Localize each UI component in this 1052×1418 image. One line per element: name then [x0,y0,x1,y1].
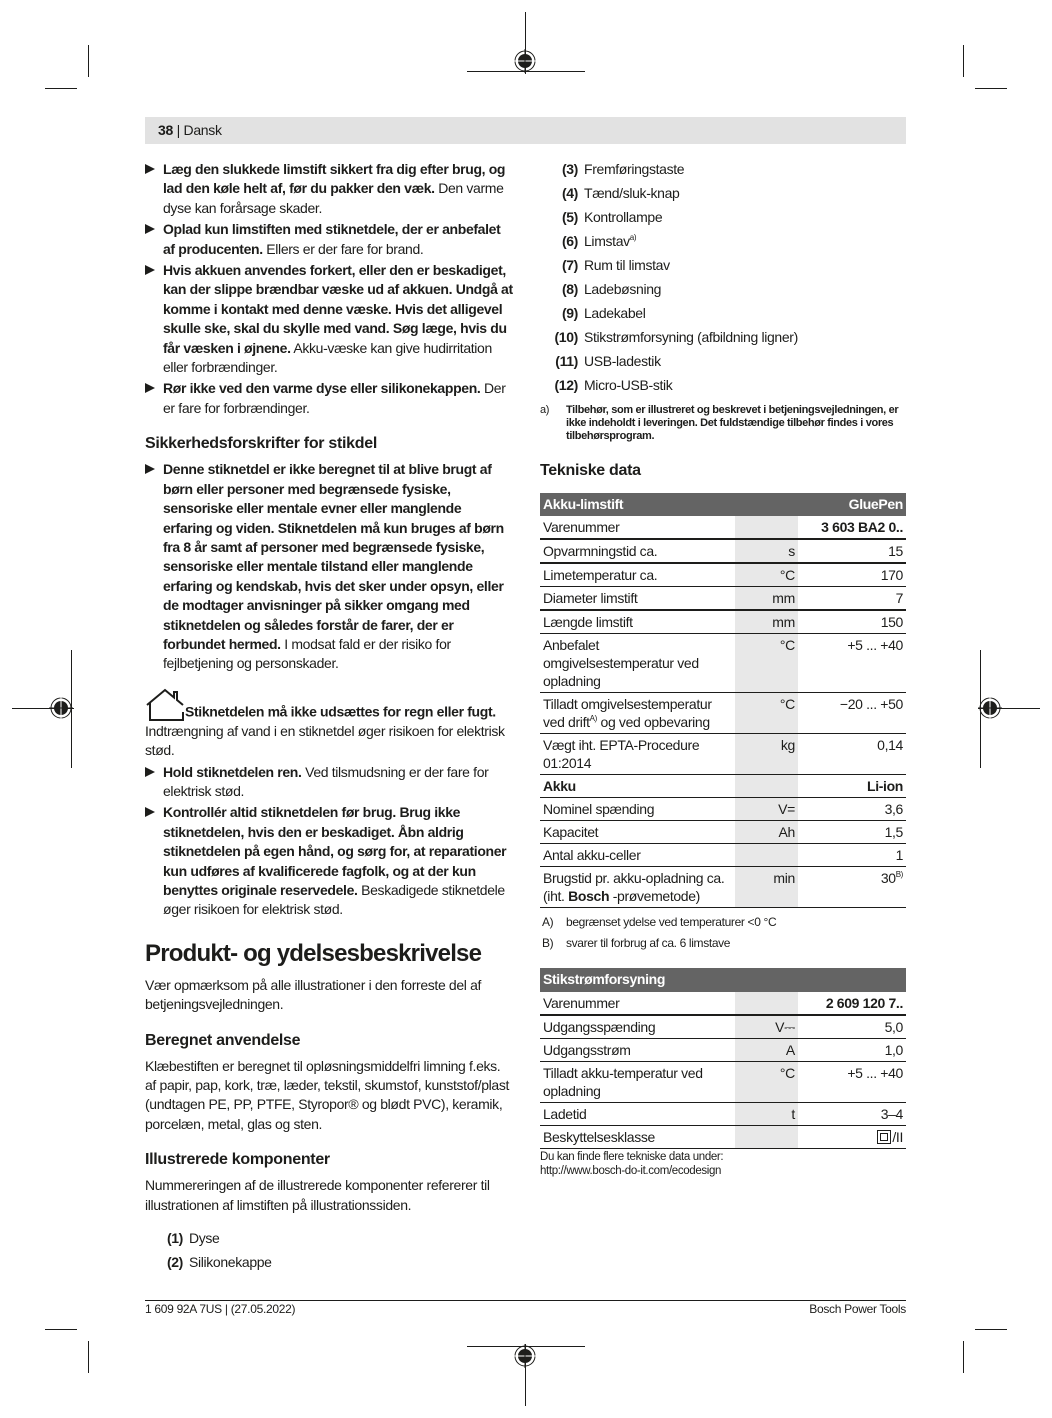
crop-mark [88,45,89,77]
table-footnote: A) begrænset ydelse ved temperaturer <0 °C [542,915,777,930]
section-heading: Tekniske data [540,462,641,479]
product-intro: Vær opmærksom på alle illustrationer i den forreste del af betjeningsvejledningen. [145,976,482,1013]
component-item: (6) Limstav$^{a)}$ [561,233,637,249]
page-header: 38 | Dansk [145,117,906,144]
indoor-use-warning: Stiknetdelen må ikke udsættes for regn eller fugt. Indtrængning af vand i en stiknetdel øger risikoen for elektrisk stød. [145,688,513,761]
table-header: Akku-limstift GluePen [540,493,906,516]
table-row: Anbefalet omgivelsestemperatur ved opladning °C +5 ... +40 [540,634,906,693]
bullet-triangle-icon [145,224,155,234]
table-row: Tilladt akku-temperatur ved opladning °C +5 ... +40 [540,1061,906,1102]
component-item: (3) Fremføringstaste [561,161,685,177]
table-row: Kapacitet Ah 1,5 [540,821,906,844]
bullet-triangle-icon [145,265,155,275]
component-item: (9) Ladekabel [561,305,646,321]
section-heading: Illustrerede komponenter [145,1151,330,1169]
chapter-heading: Produkt- og ydelsesbeskrivelse [145,939,482,967]
crop-mark [975,1329,1007,1330]
safety-bullet: Hvis akkuen anvendes forkert, eller den er beskadiget, kan der slippe brændbar væske ud af akkuen. Undgå at komme i kontakt med denne væske. Hvis det alligevel skulle ske, skal du skylle med vand. Søg læge, hvis du får væsken i øjnene. Akku-væske kan give hudirritation eller forbrændinger. [145,261,513,377]
table-row: Opvarmningstid ca. s 15 [540,539,906,563]
component-item: (2) Silikonekappe [166,1254,272,1271]
crop-mark [975,88,1007,89]
table-row: Ladetid t 3–4 [540,1102,906,1125]
footer-brand: Bosch Power Tools [809,1302,906,1316]
registration-mark-icon [512,1343,538,1369]
table-row: Udgangsspænding V⎓ 5,0 [540,1015,906,1039]
component-item: (8) Ladebøsning [561,281,662,297]
crop-mark [963,45,964,77]
table-row: Antal akku-celler 1 [540,844,906,867]
table-row: Diameter limstift mm 7 [540,587,906,611]
more-info-text: Du kan finde flere tekniske data under: http://www.bosch-do-it.com/ecodesign [540,1150,906,1178]
table-subheader: Akku Li-ion [540,775,906,798]
section-heading: Beregnet anvendelse [145,1031,301,1049]
table-row: Varenummer 2 609 120 7.. [540,992,906,1015]
registration-mark-icon [977,695,1003,721]
component-item: (12) Micro-USB-stik [554,377,673,393]
tech-data-table-power-supply [540,968,906,1148]
component-footnote: a) Tilbehør, som er illustreret og beskrevet i betjeningsvejledningen, er ikke indeholdt i leveringen. Det fuldstændige tilbehør findes i vores tilbehørsprogram. [540,404,899,442]
component-item: (7) Rum til limstav [561,257,670,273]
table-row: Tilladt omgivelsestemperatur ved drift$^{A)}$ og ved opbevaring °C −20 ... +50 [540,693,906,734]
component-list [540,160,906,400]
crop-mark [88,1341,89,1373]
right-column [540,160,906,1178]
crop-mark [45,1329,77,1330]
page-number: 38 [158,122,173,138]
safety-bullet: Rør ikke ved den varme dyse eller silikonekappen. Der er fare for forbrændinger. [145,379,513,418]
page-language: Dansk [183,122,222,138]
table-row: Varenummer 3 603 BA2 0.. [540,516,906,539]
components-intro: Nummereringen af de illustrerede komponenter refererer til illustrationen af limstiften på illustrationssiden. [145,1177,490,1213]
component-item: (11) USB-ladestik [555,353,661,369]
intended-use-text: Klæbestiften er beregnet til opløsningsmiddelfri limning f.eks. af papir, pap, kork, træ, læder, tekstil, skumstof, kunststof/plast (undtagen PE, PP, PTFE, Styropor® og blødt PVC), keramik, porcelæn, metal, glas og sten. [145,1057,510,1132]
table-header: Stikstrømforsyning [540,968,906,991]
table-row: Limetemperatur ca. °C 170 [540,563,906,587]
safety-bullet: Denne stiknetdel er ikke beregnet til at blive brugt af børn eller personer med begrænsede fysiske, sensoriske eller mentale evner eller manglende erfaring og viden. Stiknetdelen må kun bruges af børn fra 8 år samt af personer med begrænsede fysiske, sensoriske eller mentale tilstand eller manglende erfaring og kendskab, hvis det sker under opsyn, eller de modtager anvisninger på sikker omgang med stiknetdelen og således forstår de farer, der er forbundet hermed. I modsat fald er der risiko for fejlbetjening og personskader. [145,460,513,673]
section-heading: Sikkerhedsforskrifter for stikdel [145,435,377,453]
footer-divider [145,1300,906,1301]
table-row: Udgangsstrøm A 1,0 [540,1038,906,1061]
table-row: Længde limstift mm 150 [540,610,906,634]
bullet-triangle-icon [145,464,155,474]
table-row: Beskyttelsesklasse /II [540,1125,906,1148]
component-item: (1) Dyse [166,1230,220,1247]
component-item: (10) Stikstrømforsyning (afbildning ligner) [554,329,798,345]
ecodesign-link[interactable]: http://www.bosch-do-it.com/ecodesign [540,1164,722,1177]
house-icon [145,688,185,722]
tech-data-table-glue-pen [540,493,906,908]
registration-mark-icon [48,695,74,721]
table-footnote: B) svarer til forbrug af ca. 6 limstave [542,936,731,951]
registration-mark-icon [512,48,538,74]
component-item: (5) Kontrollampe [561,209,663,225]
safety-bullet: Oplad kun limstiften med stiknetdele, der er anbefalet af producenten. Ellers er der fare for brand. [145,220,513,259]
bullet-triangle-icon [145,164,155,174]
bullet-triangle-icon [145,383,155,393]
left-column [145,160,513,1277]
protection-class-ii-icon [877,1130,891,1144]
component-list [145,1229,513,1277]
bullet-triangle-icon [145,807,155,817]
table-row: Brugstid pr. akku-opladning ca. (iht. Bosch -prøvemetode) min $30^{B)}$ [540,867,906,908]
footer-document-id: 1 609 92A 7US | (27.05.2022) [145,1302,296,1316]
table-row: Vægt iht. EPTA-Procedure 01:2014 kg 0,14 [540,734,906,775]
safety-bullet: Kontrollér altid stiknetdelen før brug. Brug ikke stiknetdelen, hvis den er beskadiget. Åbn aldrig stiknetdelen på egen hånd, og sørg for, at reparationer kun udføres af kvalificerede fagfolk, og at der kun benyttes originale reservedele. Beskadigede stiknetdele øger risikoen for elektrisk stød. [145,803,513,919]
table-row: Nominel spænding V= 3,6 [540,798,906,821]
crop-mark [963,1341,964,1373]
crop-mark [45,88,77,89]
component-item: (4) Tænd/sluk-knap [561,185,680,201]
safety-bullet: Læg den slukkede limstift sikkert fra dig efter brug, og lad den køle helt af, før du pakker den væk. Den varme dyse kan forårsage skader. [145,160,513,218]
bullet-triangle-icon [145,767,155,777]
safety-bullet: Hold stiknetdelen ren. Ved tilsmudsning er der fare for elektrisk stød. [145,763,513,802]
